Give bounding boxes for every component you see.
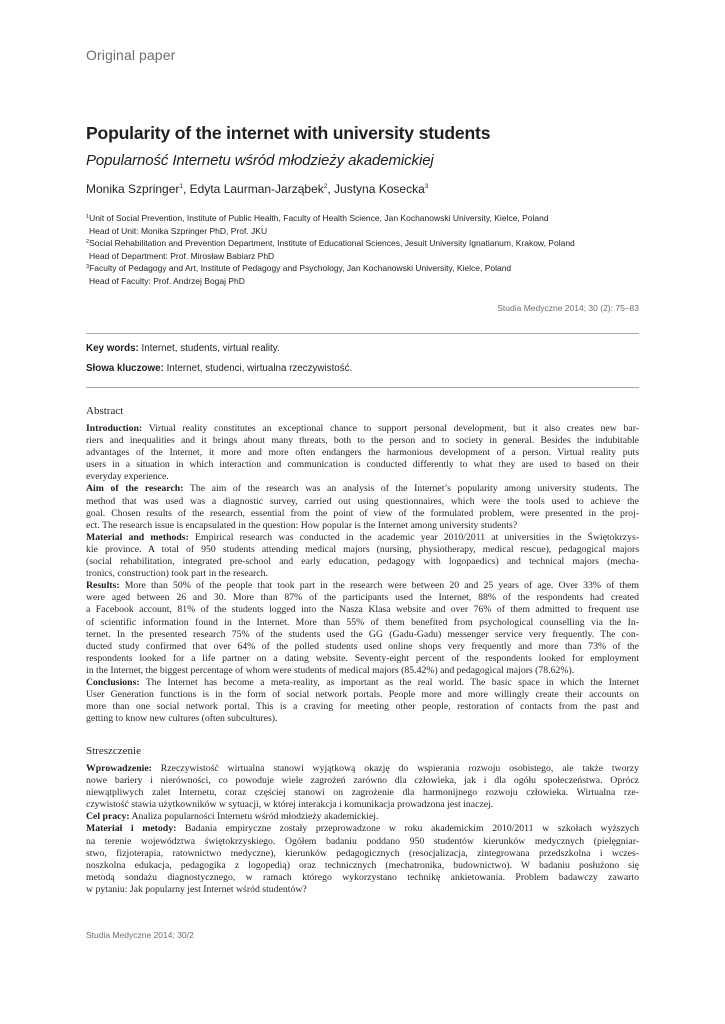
article-title: Popularity of the internet with university students (86, 123, 491, 143)
affiliation-text: Faculty of Pedagogy and Art, Institute of Pedagogy and Psychology, Jan Kochanowski University, Kielce, Poland (89, 263, 512, 274)
abstract-line (86, 423, 639, 435)
affiliation-head: Head of Unit: Monika Szpringer PhD, Prof. JKU (89, 225, 268, 236)
abstract-line: tronics, construction) took part in the research. (86, 568, 268, 580)
article-subtitle: Popularność Internetu wśród młodzieży akademickiej (86, 152, 434, 169)
streszczenie-body (86, 763, 639, 896)
keywords-pl-value: Internet, studenci, wirtualna rzeczywistość. (163, 363, 353, 374)
affiliation-line (86, 262, 646, 275)
abstract-line: everyday experience. (86, 471, 169, 483)
streszczenie-line: noszkolna edukacja, pedagogika z logopedią) oraz technicznych (mechatronika, budownictwo). W badaniu posłużono się (86, 859, 639, 871)
streszczenie-line: na terenie województwa świętokrzyskiego. Ogółem badaniu poddano 950 studentów kierunków medycznych (pielęgniar- (86, 835, 639, 847)
author-separator: , (183, 182, 190, 196)
abstract-line: respondents looked for a life partner on a dating website. Seventy-eight percent of the respondents looked for employment (86, 652, 639, 664)
streszczenie-line: metodą sondażu diagnostycznego, w ramach którego wykorzystano technikę ankietowania. Problem badawczy zawarto (86, 871, 639, 883)
streszczenie-text: Analiza popularności Internetu wśród młodzieży akademickiej. (129, 811, 379, 823)
abstract-text: Virtual reality constitutes an exceptional chance to support personal development, but it also creates new bar- (142, 423, 639, 434)
affiliation-mark: 3 (86, 264, 90, 271)
streszczenie-aim-label: Cel pracy: (86, 811, 130, 823)
affiliation-mark: 2 (86, 239, 90, 246)
section-label: Original paper (86, 47, 176, 63)
author-affiliation-mark: 1 (179, 183, 183, 190)
keywords-pl (86, 363, 352, 374)
streszczenie-line: niewątpliwych zalet Internetu, coraz częściej stanowi on zagrożenie dla harmonijnego rozwoju człowieka. Wirtualna rze- (86, 787, 639, 799)
abstract-text: Empirical research was conducted in the academic year 2010/2011 at universities in the Świętokrzys- (188, 531, 639, 543)
abstract-line: getting to know new cultures (often subcultures). (86, 713, 278, 725)
keywords-en (86, 343, 280, 354)
abstract-line (86, 483, 639, 495)
abstract-methods-label: Material and methods: (86, 531, 189, 543)
streszczenie-heading: Streszczenie (86, 745, 141, 757)
streszczenie-methods-label: Materiał i metody: (86, 823, 177, 835)
affiliation-line (86, 237, 646, 250)
affiliation-head: Head of Faculty: Prof. Andrzej Bogaj PhD (89, 275, 245, 286)
abstract-text: The Internet has become a meta-reality, as important as the real world. The basic space in which the Internet (139, 676, 639, 688)
abstract-line: advantages of the Internet, it more and more often endangers the harmonious development of a person. Virtual reality puts (86, 447, 639, 459)
abstract-line: kie province. A total of 950 students attending medical majors (nursing, physiotherapy, medical rescue), pedagogical majors (86, 543, 639, 555)
streszczenie-text: Badania empiryczne zostały przeprowadzone w roku akademickim 2010/2011 w szkołach wyższych (176, 823, 639, 835)
abstract-line: (social rehabilitation, integrated pre-school and early education, pedagogy with logopaedics) and technical majors (mecha- (86, 556, 639, 568)
abstract-line: in the Internet, the biggest percentage of whom were students of medical majors (85.42%) and pedagogical majors (78.62%). (86, 664, 575, 676)
divider (86, 387, 639, 388)
streszczenie-line (86, 823, 639, 835)
abstract-text: More than 50% of the people that took part in the research were between 20 and 25 years of age. Over 33% of them (119, 580, 639, 592)
abstract-heading: Abstract (86, 405, 124, 417)
affiliation-mark: 1 (86, 214, 90, 220)
author-separator: , (327, 182, 335, 196)
affiliation-line (86, 212, 646, 225)
abstract-line: a Facebook account, 81% of the students logged into the Nasza Klasa website and over 76% of them admitted to frequent use (86, 604, 639, 616)
keywords-en-label: Key words: (86, 343, 139, 354)
abstract-intro-label: Introduction: (86, 423, 143, 434)
abstract-line: riers and inequalities and it brings about many threats, both to the person and to society in general. Besides the indubitable (86, 435, 639, 447)
abstract-results-label: Results: (86, 580, 120, 592)
abstract-line (86, 532, 639, 544)
streszczenie-text: Rzeczywistość wirtualna stanowi wyjątkową okazję do wspierania rozwoju osobistego, ale także tworzy (151, 763, 639, 774)
author-list (86, 182, 428, 196)
streszczenie-line (86, 763, 639, 775)
abstract-line: ect. The research issue is encapsulated in the question: How popular is the Internet among university students? (86, 519, 518, 531)
abstract-line: of scientific information found in the Internet. More than 55% of them benefited from psychological counselling via the In- (86, 616, 639, 628)
abstract-line: method that was used was a diagnostic survey, carried out using questionnaires, which were the tools used to achieve the (86, 495, 639, 507)
affiliation-text: Social Rehabilitation and Prevention Department, Institute of Educational Sciences, Jesuit University Ignatianum, Krakow, Poland (89, 238, 575, 249)
streszczenie-intro-label: Wprowadzenie: (86, 763, 152, 774)
journal-citation: Studia Medyczne 2014; 30 (2): 75–83 (497, 303, 639, 313)
divider (86, 333, 639, 334)
affiliations (86, 212, 646, 288)
author-affiliation-mark: 3 (424, 183, 429, 190)
abstract-line (86, 580, 639, 592)
affiliation-head: Head of Department: Prof. Mirosław Babiarz PhD (89, 250, 275, 261)
author-name: Justyna Kosecka (334, 182, 425, 196)
abstract-text: The aim of the research was an analysis of the Internet’s popularity among university students. The (183, 483, 639, 495)
abstract-line: were aged between 26 and 30. More than 87% of the participants used the Internet, 88% of the respondents had created (86, 592, 639, 604)
abstract-line: ternet. In the presented research 75% of the students used the GG (Gadu-Gadu) messenger service very frequently. The con- (86, 628, 639, 640)
author-name: Edyta Laurman-Jarząbek (189, 182, 324, 196)
abstract-line: goal. Chosen results of the research, essential from the point of view of the formulated problem, were presented in the proj- (86, 507, 639, 519)
streszczenie-line: czywistość stawia użytkowników w sytuacji, w której interakcja i komunikacja prowadzona jest inaczej. (86, 799, 494, 811)
abstract-line: more than one social network portal. This is a craving for meeting other people, restoration of contacts from the past and (86, 701, 639, 713)
abstract-line: ducted study confirmed that over 64% of the polled students used online shops very frequently and more than 73% of the (86, 640, 639, 652)
abstract-line: User Generation functions is in the form of social network portals. People more and more willingly create their accounts on (86, 689, 639, 701)
author-affiliation-mark: 2 (323, 183, 328, 190)
page-footer: Studia Medyczne 2014; 30/2 (86, 930, 194, 940)
abstract-body (86, 423, 639, 725)
abstract-aim-label: Aim of the research: (86, 483, 184, 495)
abstract-conclusions-label: Conclusions: (86, 676, 140, 688)
author-name: Monika Szpringer (86, 182, 180, 196)
streszczenie-line (86, 811, 639, 823)
keywords-pl-label: Słowa kluczowe: (86, 363, 164, 374)
streszczenie-line: nowe bariery i nierówności, co powoduje wiele zagrożeń zarówno dla człowieka, jak i dla ogółu społeczeństwa. Oprócz (86, 775, 639, 787)
streszczenie-line: w pytaniu: Jak popularny jest Internet wśród studentów? (86, 883, 307, 895)
affiliation-text: Unit of Social Prevention, Institute of Public Health, Faculty of Health Science, Jan Kochanowski University, Kielce, Poland (89, 213, 549, 223)
streszczenie-line: stwo, fizjoterapia, ratownictwo medyczne), kierunków pedagogicznych (resocjalizacja, zintegrowana przedszkolna i wczes- (86, 847, 639, 859)
abstract-line (86, 677, 639, 689)
keywords-en-value: Internet, students, virtual reality. (138, 343, 280, 354)
abstract-line: users in a situation in which interaction and communication is conducted differently to what they are used to based on their (86, 459, 639, 471)
